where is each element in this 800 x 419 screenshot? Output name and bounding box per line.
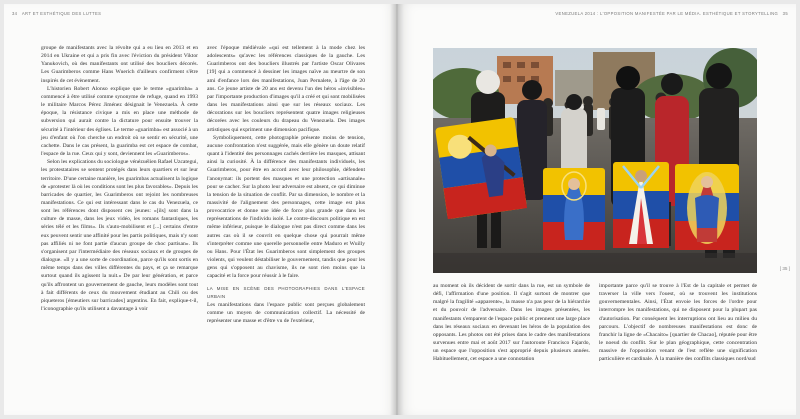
- right-page: [396, 4, 796, 415]
- left-column-2: [207, 44, 365, 325]
- book-gutter: [390, 4, 404, 415]
- protest-photograph: [433, 48, 757, 273]
- book-spread: [4, 4, 796, 415]
- paragraph: avec l'époque médiévale «qui est tellement à la mode chez les adolescents» qu'avec les références classiques de la gauche. Les Guarimberos ont des boucliers illustrés par l'artiste Oscar Olivares [19] qui a commencé à dessiner les images naïve au meurtre de son ami d'enfance lors des manifestations, Juan Pernalete, à l'âge de 20 ans. Ce jeune artiste de 20 ans est devenu l'un des héros «invisibles» par l'importante production d'images qu'il a créé et qui sont mobilisées dans les manifestations ainsi que sur les réseaux sociaux. Les décorations sur les boucliers représentent quatre images religieuses décorées avec les couleurs du drapeau du Venezuela. Des images artistiques qui expriment une dimension pacifique.: [207, 45, 365, 133]
- left-page-number: 34: [12, 11, 18, 16]
- right-column-2: [599, 282, 757, 364]
- left-column-1: [41, 44, 198, 313]
- left-page: [4, 4, 396, 415]
- right-page-number: 35: [782, 11, 788, 16]
- right-running-title: VENEZUELA 2014 : L'OPPOSITION MANIFESTÉE PAR LE MÉDIA. ESTHÉTIQUE ET STORYTELLING: [555, 11, 779, 16]
- right-column-1: [433, 282, 590, 364]
- right-running-head: [555, 11, 788, 16]
- left-running-title: ART ET ESTHÉTIQUE DES LUTTES: [21, 11, 102, 16]
- paragraph: au moment où ils décident de sortir dans la rue, est un symbole de défi, l'affirmation d'une position. Il s'agit surtout de montrer que malgré la fragilité «apparente», la masse n'a pas peur de la hiérarchie et du pouvoir de l'adversaire. Dans les images présentées, les manifestants s'emparent de l'espace public et prennent une large place dans les réseaux sociaux en devenant les héros de la population des opposants. Les photos ont été prises dans le cadre des manifestations survenues entre mai et août 2017 sur l'autoroute Francisco Fajardo, un espace que l'opposition s'est approprié depuis plusieurs années. Habituellement, cet espace a une connotation: [433, 283, 590, 363]
- paragraph: Selon les explications du sociologue vénézuélien Rafael Uzcategui, les protestataires se sentent protégés dans leurs quartiers et sur leur territoire. D'une certaine manière, les guarimbas actualisent la logique de «protester là où les conditions sont les plus favorables». Depuis les barricades de quartier, les Guarimberos ont rejoint les nombreuses manifestations. Ce qui est intéressant dans le cas du Venezuela, ce sont les références dont disposent ces jeunes: «[ils] sont dans la culture de masse, dans les jeux vidéo, les romans fantastiques, les séries télé et les films». Ils s'auto-mobilisent et [...] certains d'entre eux peuvent sentir une affinité pour les partis politiques, mais n'y sont pas affiliés ni ne font partie d'aucun groupe de choc partisan». Ils s'organisent par l'intermédiaire des réseaux sociaux et de groupes de dialogue. «Il y a une sorte de coordination, parce qu'ils sont sortis en même temps dans des villes différentes du pays, et ça se remarque surtout quand ils agissent la nuit.» De par leur génération, et parce qu'ils affrontent un gouvernement de gauche, leurs modèles sont tout à fait différents de ceux du mouvement étudiant au Chili ou des piqueteros [émeutiers sur barricades] argentins. En fait, explique-t-il, l'iconographie qu'ils utilisent a davantage à voir: [41, 159, 198, 312]
- photo-illustration: [433, 48, 757, 273]
- left-running-head: [12, 11, 101, 16]
- paragraph: L'historien Robert Alonso explique que le terme «guarimba» a commencé à être utilisé comme synonyme de refuge, quand en 1993 le militaire Marcos Pérez Jiménez désignait le Venezuela. À cette époque, la résistance civique a mis en place une méthode de subversion qui aurait contre la dictature pour ensuite trouver la sécurité à l'intérieur des églises. Le terme «guarimba» est associé à un jeu d'enfant où l'on cherche un endroit où se sentir en sécurité, une cachette. Dans le cas présent, la guarimba est cet espace de combat, l'espace de la rue. Ceux qui y sont, deviennent les «Guarimberos».: [41, 85, 198, 158]
- paragraph: importante parce qu'il se trouve à l'Est de la capitale et permet de traverser la ville vers l'ouest, où se trouvent les institutions gouvernementales. Ainsi, l'État envoie les forces de l'ordre pour interrompre les manifestations, qui ne disposent pour la plupart pas d'autorisation. Par conséquent les interruptions ont lieu au milieu du parcours. L'objectif de nombreuses manifestations est donc de franchir la ligne de «Chacaito» [quartier de Chacao], réputée pour être le noeud du conflit. Sur le plan géographique, cette concentration massive de l'opposition venant de l'est reflète une signification particulière et cardinale. À la manière des conflits classiques nord/sud: [599, 283, 757, 363]
- section-subheading: LA MISE EN SCÈNE DES PHOTOGRAPHIES DANS L'ESPACE URBAIN: [207, 285, 365, 299]
- paragraph: Symboliquement, cette photographie présente moins de tension, aucune confrontation n'est suggérée, mais elle génère un doute relatif quant à l'identité des personnages cachés derrière les masques, attisant ainsi la curiosité. À la différence des manifestants individuels, les Guarimberos, pour être en accord avec leur philosophie, défendent l'anonymat: ils portent des masques et une protection «artisanale» pour se cacher. Sur la photo leur adversaire est absent, ce qui diminue la tension de la situation de conflit. Par sa dimension, le nombre et la massivité de l'alignement des personnages, cette image est plus provocatrice et donne une idée de force plus grande que dans les représentations de l'individu isolé. Le contre-discours politique en est même inférieur, puisque le dialogue n'est pas direct comme dans les autres cas où il se couvrit en quelque chose qui pourrait même s'interpréter comme une querelle personnelle entre Maduro et Wuilly ou Hans. Pour l'État les Guarimberos sont simplement des groupes violents, qui veulent déstabiliser le gouvernement, tandis que pour les gens qui s'opposent au chavisme, ils ne sont rien moins que la capacité et la force pour réussir à le faire.: [207, 134, 365, 280]
- margin-page-number: [ 35 ]: [779, 266, 790, 271]
- paragraph: groupe de manifestants avec la révolte qui a eu lieu en 2013 et en 2014 en Ukraine et qui a pris fin avec l'éviction du président Viktor Yanukovich, où des manifestants ont utilisé des boucliers décorés. Les Guarimberos comme Hans Wuerich d'ailleurs confirment s'être inspirés de cet évènement.: [41, 45, 198, 84]
- paragraph: Les manifestations dans l'espace public sont perçues globalement comme un moyen de communication collectif. La nécessité de représenter une masse et d'être vu de l'extérieur,: [207, 301, 365, 325]
